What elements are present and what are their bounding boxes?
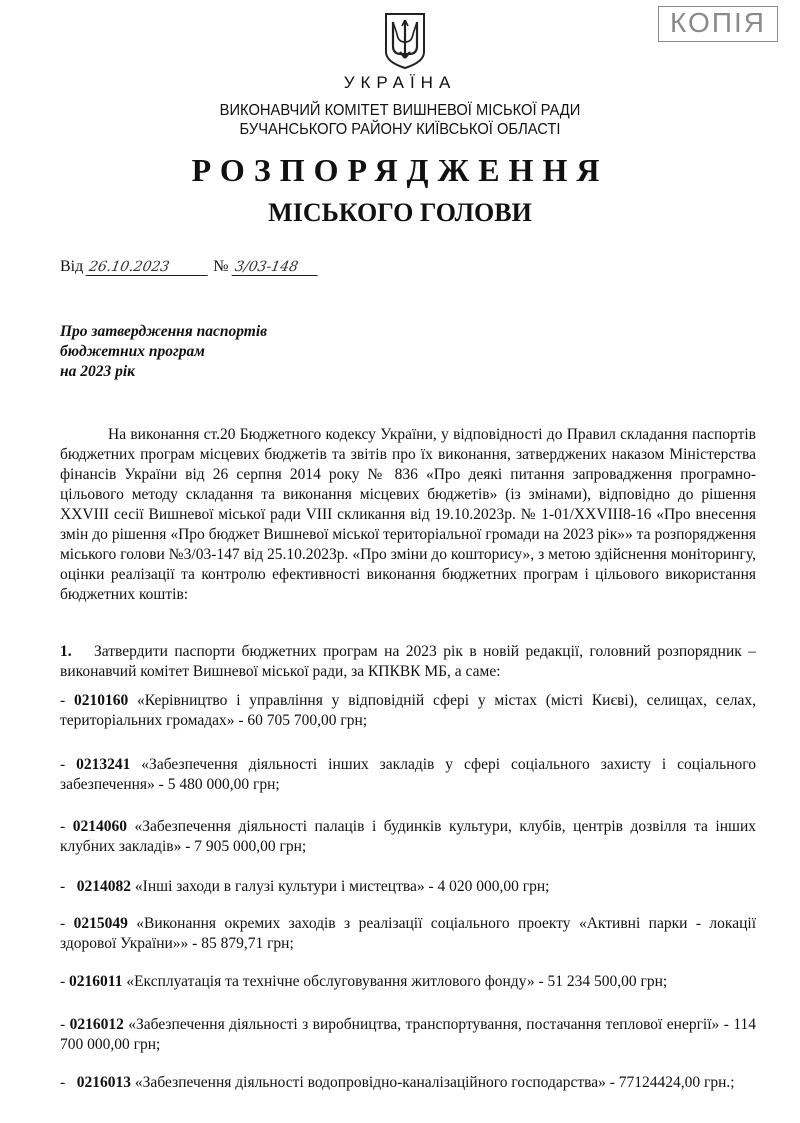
program-item [60,755,756,795]
program-text: «Забезпечення діяльності з виробництва, транспортування, постачання теплової енергії» - 114 700 000,00 грн; [60,1016,756,1053]
item-dash: - [60,878,77,895]
program-text: «Забезпечення діяльності інших закладів у сфері соціального захисту і соціального забезпечення» - 5 480 000,00 грн; [60,756,756,793]
program-text: «Виконання окремих заходів з реалізації соціального проекту «Активні парки - локації здорової України»» - 85 879,71 грн; [60,915,756,952]
country-name: УКРАЇНА [343,73,457,92]
subject-line: бюджетних програм [60,343,205,360]
handwritten-number: 3/03-148 [231,259,320,276]
program-code: 0214082 [76,878,132,895]
item-dash: - [60,692,74,709]
number-label: № [213,258,229,275]
program-code: 0213241 [76,756,131,773]
program-text: «Забезпечення діяльності водопровідно-каналізаційного господарства» - 77124424,00 грн.; [131,1074,735,1091]
item-dash: - [60,1016,70,1033]
program-code: 0215049 [73,915,128,932]
date-number-row [60,258,319,276]
subject-block [60,322,267,382]
document-subtitle: МІСЬКОГО ГОЛОВИ [268,198,532,227]
program-item [60,1015,756,1055]
program-text: «Інші заходи в галузі культури і мистецтва» - 4 020 000,00 грн; [131,878,550,895]
item-dash: - [60,973,70,990]
subject-line: на 2023 рік [60,363,136,380]
program-item [60,691,756,731]
item-dash: - [60,1074,77,1091]
program-item [60,972,756,992]
program-text: «Керівництво і управління у відповідній сфері у містах (місті Києві), селищах, селах, територіальних громадах» - 60 705 700,00 грн; [60,692,756,729]
copy-stamp: КОПІЯ [658,6,778,42]
program-code: 0216012 [69,1016,124,1033]
subject-line: Про затвердження паспортів [60,323,268,340]
program-code: 0210160 [73,692,129,709]
item-dash: - [60,915,74,932]
date-label: Від [60,258,84,275]
preamble-paragraph: На виконання ст.20 Бюджетного кодексу України, у відповідності до Правил складання паспортів бюджетних програм місцевих бюджетів та звітів про їх виконання, затверджених наказом Міністерства фінансів України від 26 серпня 2014 року № 836 «Про деякі питання запровадження програмно-цільового методу складання та виконання місцевих бюджетів» (із змінами), відповідно до рішення XXVIII сесії Вишневої міської ради VIII скликання від 19.10.2023р. № 1-01/XXVIII8-16 «Про внесення змін до рішення «Про бюджет Вишневої міської територіальної громади на 2023 рік»» та розпорядження міського голови №3/03-147 від 25.10.2023р. «Про зміни до кошторису», з метою здійснення моніторингу, оцінки реалізації та контролю ефективності виконання бюджетних програм і цільового використання бюджетних коштів: [60,426,756,603]
program-text: «Забезпечення діяльності палаців і будинків культури, клубів, центрів дозвілля та інших клубних закладів» - 7 905 000,00 грн; [60,818,756,855]
trident-coat-of-arms-icon [384,12,426,70]
program-code: 0214060 [72,818,127,835]
program-text: «Експлуатація та технічне обслуговування житлового фонду» - 51 234 500,00 грн; [122,973,668,990]
org-name-line-1: ВИКОНАВЧИЙ КОМІТЕТ ВИШНЕВОЇ МІСЬКОЇ РАДИ [219,102,581,119]
item-dash: - [60,756,77,773]
point-number: 1. [60,643,72,660]
item-dash: - [60,818,73,835]
program-code: 0216011 [69,973,123,990]
point-text: Затвердити паспорти бюджетних програм на 2023 рік в новій редакції, головний розпорядник – виконавчий комітет Вишневої міської ради, за КПКВК МБ, а саме: [60,643,756,680]
org-name-line-2: БУЧАНСЬКОГО РАЙОНУ КИЇВСЬКОЇ ОБЛАСТІ [239,121,561,138]
point-1 [60,642,756,682]
program-item [60,1073,756,1093]
program-item [60,817,756,857]
program-item [60,914,756,954]
handwritten-date: 26.10.2023 [86,259,211,276]
program-code: 0216013 [76,1074,132,1091]
document-title: РОЗПОРЯДЖЕННЯ [191,152,609,188]
program-item [60,877,756,897]
